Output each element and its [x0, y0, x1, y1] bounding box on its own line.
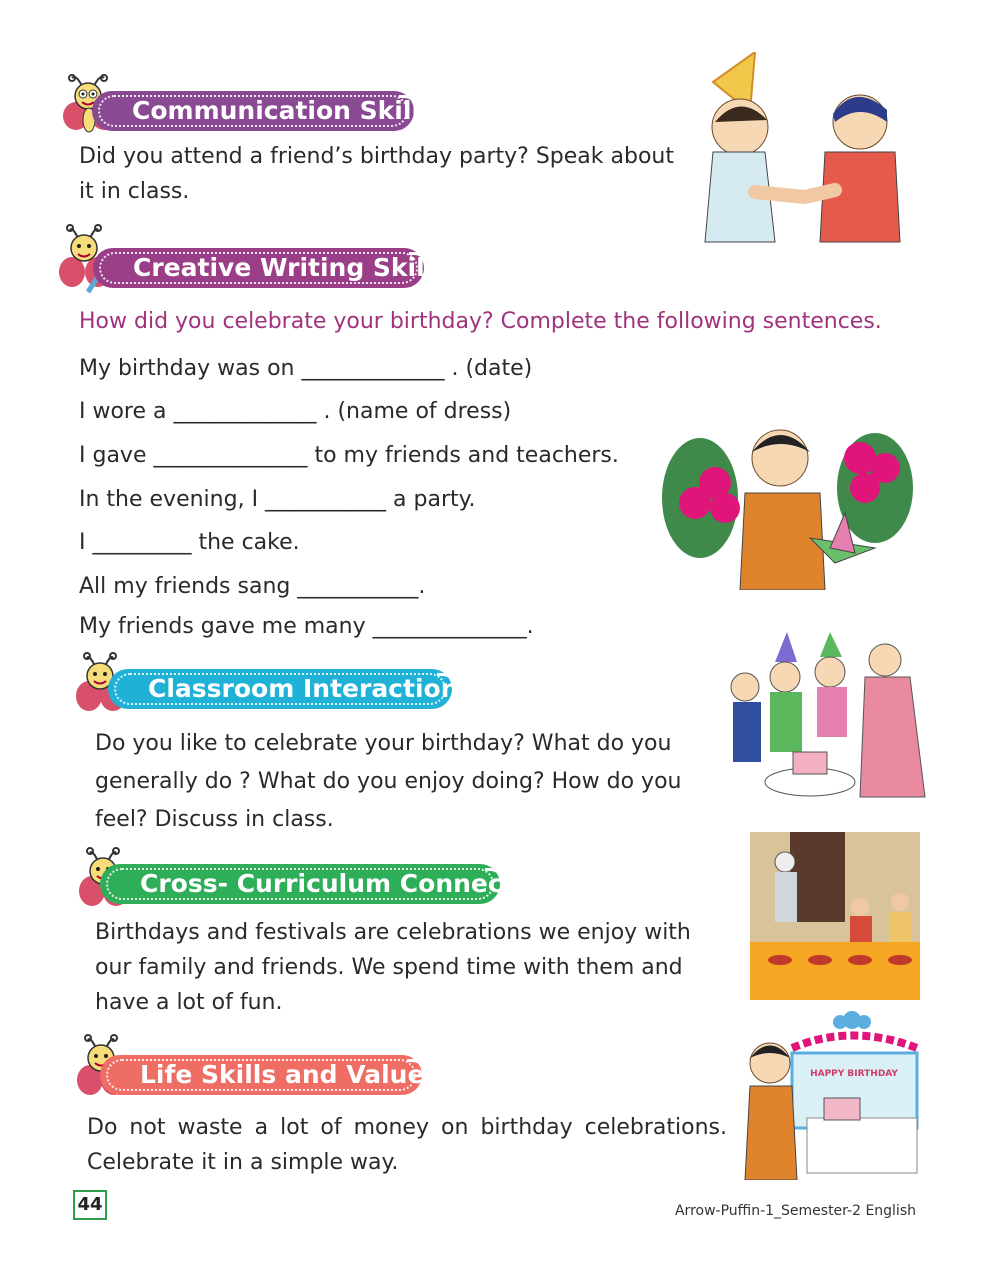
life-text: Do not waste a lot of money on birthday celebrations. Celebrate it in a simple way. [87, 1115, 727, 1175]
footer-text: Arrow-Puffin-1_Semester-2 English [674, 1203, 916, 1219]
section-title: Classroom Interaction [148, 674, 459, 703]
badge-cap [409, 252, 430, 290]
sentence-3: I gave ______________ to my friends and teachers. [79, 443, 619, 468]
section-badge-cross [100, 864, 515, 904]
section-title: Cross- Curriculum Connect [140, 869, 515, 898]
cross-text: Birthdays and festivals are celebrations we enjoy with our family and friends. We spend time with them and have a lot of fun. [95, 920, 691, 1015]
badge-cap [407, 1059, 428, 1097]
page-number: 44 [73, 1190, 107, 1220]
sentence-2: I wore a _____________ . (name of dress) [79, 399, 512, 424]
section-title: Communication Skills [132, 96, 435, 125]
birthday-banner-illustration [742, 1008, 922, 1184]
communication-text: Did you attend a friend’s birthday party? Speak about it in class. [79, 144, 674, 204]
creative-instruction: How did you celebrate your birthday? Complete the following sentences. [79, 309, 882, 334]
badge-cap [485, 868, 506, 906]
sentence-6: All my friends sang ___________. [79, 574, 426, 599]
section-badge-creative [93, 248, 449, 288]
classroom-text: Do you like to celebrate your birthday? What do you generally do ? What do you enjoy doing? How do you feel? Discuss in class. [95, 731, 682, 832]
section-badge-life [100, 1055, 440, 1095]
sentence-7: My friends gave me many ______________. [79, 614, 534, 639]
section-badge-classroom [108, 669, 459, 709]
sentence-5: I _________ the cake. [79, 530, 300, 555]
banner-text: HAPPY BIRTHDAY [810, 1069, 898, 1079]
party-illustration [725, 632, 935, 804]
festival-illustration [750, 832, 920, 1004]
sentence-4: In the evening, I ___________ a party. [79, 487, 476, 512]
section-badge-communication [92, 91, 435, 131]
badge-cap [437, 673, 458, 711]
section-title: Life Skills and Values [140, 1060, 440, 1089]
section-title: Creative Writing Skills [133, 253, 449, 282]
handshake-illustration [695, 52, 910, 248]
boy-balloons-illustration [660, 418, 915, 594]
sentence-1: My birthday was on _____________ . (date) [79, 356, 533, 381]
badge-cap [399, 95, 420, 133]
